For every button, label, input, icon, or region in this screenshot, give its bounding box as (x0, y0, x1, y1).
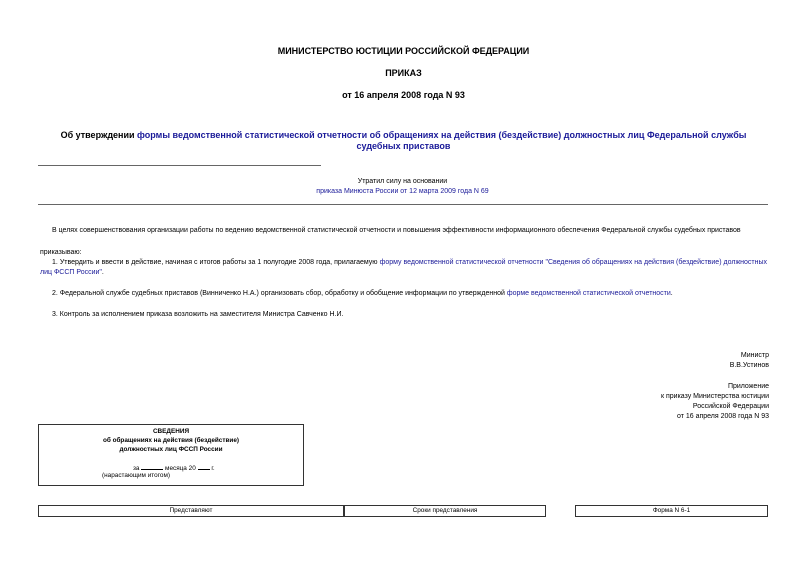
status-separator-line (38, 204, 768, 205)
period-year: г. (211, 465, 215, 472)
item-1-form-link[interactable]: форму ведомственной статистической отчетности (379, 259, 544, 266)
item-1-end: . (101, 269, 104, 276)
item-2-form-link[interactable]: форме ведомственной статистической отчетности (506, 290, 671, 297)
ministry-heading: МИНИСТЕРСТВО ЮСТИЦИИ РОССИЙСКОЙ ФЕДЕРАЦИИ (277, 46, 530, 56)
doc-type-heading: ПРИКАЗ (385, 68, 422, 78)
title-prefix: Об утверждении (60, 130, 138, 140)
table-header-submitters: Представляют (38, 505, 344, 517)
period-month: месяца 20 (165, 465, 196, 472)
period-field-blank[interactable] (141, 462, 163, 470)
table-header-deadlines: Сроки представления (344, 505, 546, 517)
item-2-paragraph (40, 289, 767, 299)
period-year-blank[interactable] (198, 462, 210, 470)
item-2-end: . (670, 290, 673, 297)
preamble-paragraph: В целях совершенствования организации работы по ведению ведомственной статистической отчетности и повышения эффективности информационного обеспечения Федеральной службы судебных приставов (52, 227, 741, 234)
document-title (40, 130, 767, 152)
appendix-label: Приложение (727, 383, 769, 390)
signature-name: В.В.Устинов (729, 362, 769, 369)
appendix-order-ref: к приказу Министерства юстиции (660, 393, 769, 400)
separator-line (38, 165, 321, 166)
form-subtitle-2: должностных лиц ФССП России (119, 446, 223, 453)
order-word: приказываю: (40, 249, 82, 256)
item-2-text: 2. Федеральной службе судебных приставов (Винниченко Н.А.) организовать сбор, обработку и обобщение информации по утвержденной (52, 290, 507, 297)
status-notice: Утратил силу на основании (357, 178, 448, 185)
report-form-box (38, 424, 304, 486)
appendix-date: от 16 апреля 2008 года N 93 (676, 413, 769, 420)
period-za: за (133, 465, 140, 472)
form-title: СВЕДЕНИЯ (152, 428, 190, 435)
item-1-text: 1. Утвердить и ввести в действие, начиная с итогов работы за 1 полугодие 2008 года, прилагаемую (52, 259, 380, 266)
order-date: от 16 апреля 2008 года N 93 (342, 90, 465, 100)
signature-position: Министр (740, 352, 769, 359)
appendix-federation: Российской Федерации (692, 403, 769, 410)
form-subtitle: об обращениях на действия (бездействие) (102, 437, 240, 444)
item-1-report-link[interactable]: "Сведения об обращениях на действия (бездействие) должностных лиц ФССП России" (40, 259, 768, 276)
status-repeal-link[interactable]: приказа Минюста России от 12 марта 2009 года N 69 (316, 188, 489, 195)
item-3-paragraph: 3. Контроль за исполнением приказа возложить на заместителя Министра Савченко Н.И. (52, 311, 344, 318)
form-cumulative-note: (нарастающим итогом) (102, 472, 170, 479)
title-form-link[interactable]: формы ведомственной статистической отчетности об обращениях на действия (бездействие) должностных лиц Федеральной службы судебных приставов (137, 130, 747, 151)
table-header-form-number: Форма N 6-1 (575, 505, 768, 517)
item-1-paragraph (40, 258, 767, 278)
